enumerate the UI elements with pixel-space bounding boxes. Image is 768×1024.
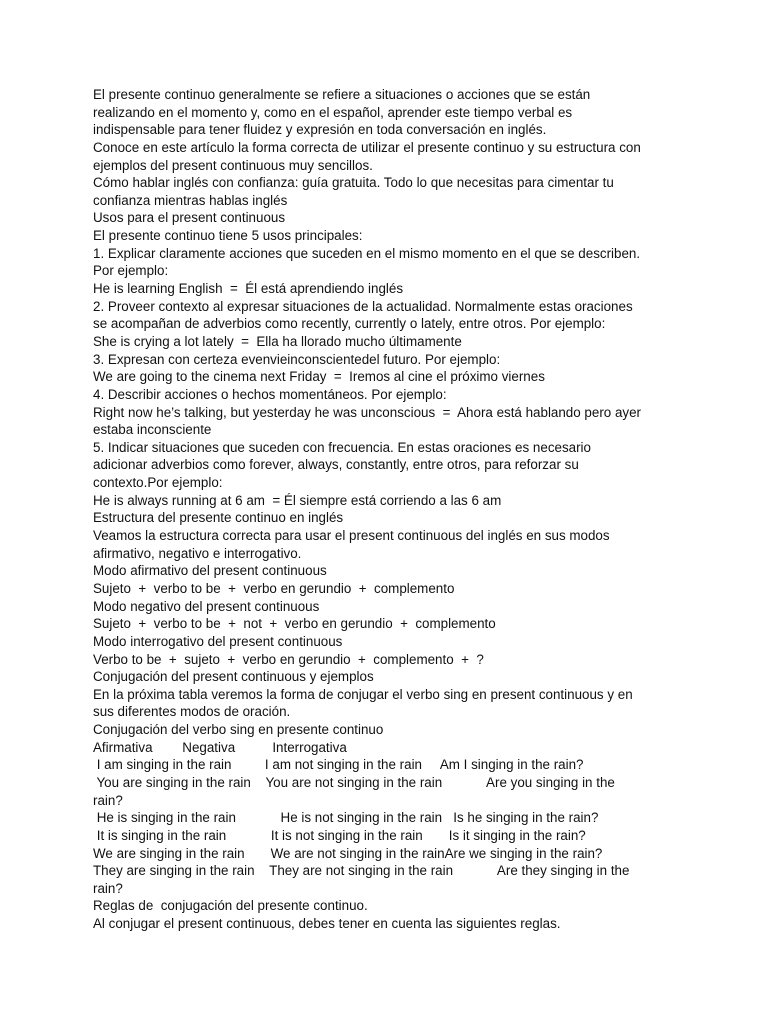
- text-line: rain?: [93, 880, 123, 896]
- text-line: estaba inconsciente: [93, 422, 212, 438]
- text-line: It is singing in the rain It is not singing in the rain Is it singing in the rain?: [93, 827, 586, 843]
- text-line: 5. Indicar situaciones que suceden con frecuencia. En estas oraciones es necesario: [93, 439, 591, 455]
- text-line: Modo negativo del present continuous: [93, 598, 320, 614]
- text-line: Modo interrogativo del present continuous: [93, 633, 343, 649]
- text-line: Modo afirmativo del present continuous: [93, 563, 327, 579]
- text-line: contexto.Por ejemplo:: [93, 475, 223, 491]
- text-line: Por ejemplo:: [93, 263, 169, 279]
- text-line: You are singing in the rain You are not singing in the rain Are you singing in the: [93, 774, 615, 790]
- text-line: se acompañan de adverbios como recently, currently o lately, entre otros. Por ejemplo:: [93, 316, 606, 332]
- text-line: indispensable para tener fluidez y expresión en toda conversación en inglés.: [93, 122, 547, 138]
- text-line: Verbo to be + sujeto + verbo en gerundio + complemento + ?: [93, 651, 484, 667]
- text-line: Estructura del presente continuo en inglés: [93, 510, 344, 526]
- text-line: El presente continuo generalmente se refiere a situaciones o acciones que se están: [93, 87, 591, 102]
- text-line: 3. Expresan con certeza evenvieinconscientedel futuro. Por ejemplo:: [93, 351, 501, 367]
- text-line: 2. Proveer contexto al expresar situaciones de la actualidad. Normalmente estas oraciones: [93, 298, 633, 314]
- text-line: He is singing in the rain He is not singing in the rain Is he singing in the rain?: [93, 810, 599, 826]
- text-line: Veamos la estructura correcta para usar el present continuous del inglés en sus modos: [93, 528, 610, 544]
- text-line: ejemplos del present continuous muy sencillos.: [93, 157, 373, 173]
- text-line: He is always running at 6 am = Él siempre está corriendo a las 6 am: [93, 492, 502, 508]
- text-line: Right now he’s talking, but yesterday he was unconscious = Ahora está hablando pero ayer: [93, 404, 641, 420]
- text-line: They are singing in the rain They are not singing in the rain Are they singing in the: [93, 863, 630, 879]
- text-line: sus diferentes modos de oración.: [93, 704, 291, 720]
- text-line: We are going to the cinema next Friday = Iremos al cine el próximo viernes: [93, 369, 545, 385]
- text-line: Conjugación del present continuous y ejemplos: [93, 669, 374, 685]
- text-line: El presente continuo tiene 5 usos principales:: [93, 228, 363, 244]
- text-line: En la próxima tabla veremos la forma de conjugar el verbo sing en present continuous y en: [93, 686, 633, 702]
- text-line: Sujeto + verbo to be + verbo en gerundio + complemento: [93, 580, 455, 596]
- text-line: confianza mientras hablas inglés: [93, 192, 288, 208]
- text-line: Sujeto + verbo to be + not + verbo en gerundio + complemento: [93, 616, 496, 632]
- text-line: Cómo hablar inglés con confianza: guía gratuita. Todo lo que necesitas para cimentar tu: [93, 175, 614, 191]
- text-line: Reglas de conjugación del presente continuo.: [93, 898, 368, 914]
- text-line: rain?: [93, 792, 123, 808]
- document-body: [93, 86, 683, 933]
- text-line: afirmativo, negativo e interrogativo.: [93, 545, 302, 561]
- text-line: Afirmativa Negativa Interrogativa: [93, 739, 347, 755]
- text-line: Conjugación del verbo sing en presente continuo: [93, 722, 384, 738]
- text-line: realizando en el momento y, como en el español, aprender este tiempo verbal es: [93, 104, 573, 120]
- text-line: He is learning English = Él está aprendiendo inglés: [93, 281, 404, 297]
- text-line: She is crying a lot lately = Ella ha llorado mucho últimamente: [93, 333, 462, 349]
- text-line: Usos para el present continuous: [93, 210, 286, 226]
- text-line: 4. Describir acciones o hechos momentáneos. Por ejemplo:: [93, 386, 447, 402]
- text-line: Al conjugar el present continuous, debes tener en cuenta las siguientes reglas.: [93, 916, 561, 932]
- text-line: Conoce en este artículo la forma correcta de utilizar el presente continuo y su estructura con: [93, 139, 641, 155]
- text-line: I am singing in the rain I am not singing in the rain Am I singing in the rain?: [93, 757, 584, 773]
- text-line: adicionar adverbios como forever, always, constantly, entre otros, para reforzar su: [93, 457, 579, 473]
- text-line: 1. Explicar claramente acciones que suceden en el mismo momento en el que se describen.: [93, 245, 641, 261]
- text-line: We are singing in the rain We are not singing in the rainAre we singing in the rain?: [93, 845, 603, 861]
